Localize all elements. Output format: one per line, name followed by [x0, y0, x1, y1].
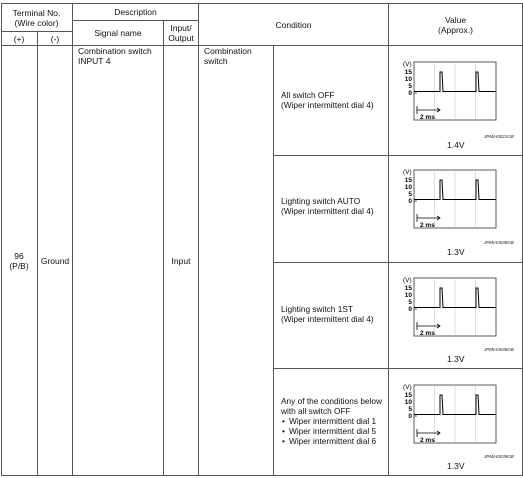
- condition-4-bullets: [281, 416, 386, 446]
- signal-name-line2: INPUT 4: [78, 56, 111, 66]
- header-value-line2: (Approx.): [438, 24, 473, 35]
- waveform-svg: [400, 276, 500, 346]
- ref-code-2: JPMIA0038GB: [484, 240, 514, 245]
- header-minus: (-): [50, 33, 60, 44]
- waveform-4: [400, 383, 500, 458]
- waveform-tick-label: 0: [408, 90, 412, 97]
- condition-3: [281, 304, 386, 324]
- waveform-tick-label: 15: [404, 69, 412, 76]
- header-condition: Condition: [275, 19, 312, 30]
- condition-4-bullet-1: • Wiper intermittent dial 1: [289, 416, 386, 426]
- waveform-unit: (V): [403, 384, 412, 391]
- condition-1-line2: (Wiper intermittent dial 4): [281, 100, 374, 110]
- terminal-plus-color: (P/B): [9, 260, 29, 271]
- rule-bottom: [1, 475, 522, 476]
- header-input-output-line2: Output: [168, 33, 194, 43]
- waveform-tick-label: 0: [408, 413, 412, 420]
- condition-group: [204, 46, 273, 475]
- waveform-svg: [400, 383, 500, 453]
- waveform-tick-label: 0: [408, 198, 412, 205]
- terminal-minus: Ground: [40, 255, 70, 266]
- waveform-time-label: 2 ms: [420, 437, 435, 444]
- condition-4-line2: with all switch OFF: [281, 406, 351, 416]
- waveform-3: [400, 276, 500, 351]
- header-signal-name: Signal name: [94, 28, 142, 38]
- waveform-tick-label: 15: [404, 392, 412, 399]
- condition-4-line1: Any of the conditions below: [281, 396, 383, 406]
- condition-3-line1: Lighting switch 1ST: [281, 304, 353, 314]
- condition-group-line2: switch: [204, 56, 228, 66]
- waveform-tick-label: 5: [408, 83, 412, 90]
- rule-col-2: [72, 3, 73, 476]
- condition-2: [281, 196, 386, 216]
- condition-1-line1: All switch OFF: [281, 90, 335, 100]
- waveform-1: [400, 60, 500, 135]
- waveform-tick-label: 5: [408, 299, 412, 306]
- waveform-tick-label: 5: [408, 191, 412, 198]
- signal-name-line1: Combination switch: [78, 46, 152, 56]
- ref-code-4: JPMIA0039GB: [484, 454, 514, 459]
- waveform-time-label: 2 ms: [420, 114, 435, 121]
- header-terminal-label: Terminal No.: [12, 7, 61, 18]
- header-input-output-line1: Input/: [170, 23, 192, 33]
- waveform-time-label: 2 ms: [420, 330, 435, 337]
- rule-col-5: [273, 45, 274, 476]
- waveform-tick-label: 5: [408, 406, 412, 413]
- value-3: 1.3V: [447, 354, 465, 364]
- rule-row-2: [273, 262, 522, 263]
- value-2: 1.3V: [447, 247, 465, 257]
- rule-col-4: [198, 3, 199, 476]
- value-1: 1.4V: [447, 140, 465, 150]
- waveform-unit: (V): [403, 61, 412, 68]
- waveform-unit: (V): [403, 169, 412, 176]
- header-value-line1: Value: [444, 14, 467, 25]
- waveform-tick-label: 0: [408, 306, 412, 313]
- condition-2-line1: Lighting switch AUTO: [281, 196, 361, 206]
- signal-name: [78, 46, 163, 475]
- header-input-output: [164, 21, 198, 45]
- header-description: Description: [114, 7, 157, 17]
- terminal-plus-number: 96: [14, 250, 24, 261]
- waveform-time-label: 2 ms: [420, 222, 435, 229]
- header-plus: (+): [13, 33, 25, 44]
- value-4: 1.3V: [447, 461, 465, 471]
- waveform-unit: (V): [403, 277, 412, 284]
- terminal-plus: [1, 46, 37, 475]
- waveform-tick-label: 10: [404, 399, 412, 406]
- condition-1: [281, 90, 386, 110]
- condition-3-line2: (Wiper intermittent dial 4): [281, 314, 374, 324]
- condition-group-line1: Combination: [204, 46, 252, 56]
- waveform-2: [400, 168, 500, 243]
- waveform-tick-label: 10: [404, 76, 412, 83]
- waveform-tick-label: 10: [404, 184, 412, 191]
- rule-col-6: [388, 3, 389, 476]
- waveform-svg: [400, 60, 500, 130]
- input-output: Input: [171, 255, 191, 266]
- condition-4-bullet-3: • Wiper intermittent dial 6: [289, 436, 386, 446]
- header-terminal-no: [1, 4, 72, 31]
- header-wire-color: (Wire color): [14, 17, 59, 28]
- rule-row-1: [273, 155, 522, 156]
- waveform-svg: [400, 168, 500, 238]
- rule-row-3: [273, 368, 522, 369]
- ref-code-1: JPMIA0021GB: [484, 134, 514, 139]
- header-value: [389, 4, 522, 45]
- ref-code-3: JPMIA0038GB: [484, 347, 514, 352]
- waveform-tick-label: 15: [404, 177, 412, 184]
- condition-4: [281, 396, 386, 446]
- waveform-tick-label: 10: [404, 292, 412, 299]
- condition-4-bullet-2: • Wiper intermittent dial 5: [289, 426, 386, 436]
- waveform-tick-label: 15: [404, 285, 412, 292]
- condition-2-line2: (Wiper intermittent dial 4): [281, 206, 374, 216]
